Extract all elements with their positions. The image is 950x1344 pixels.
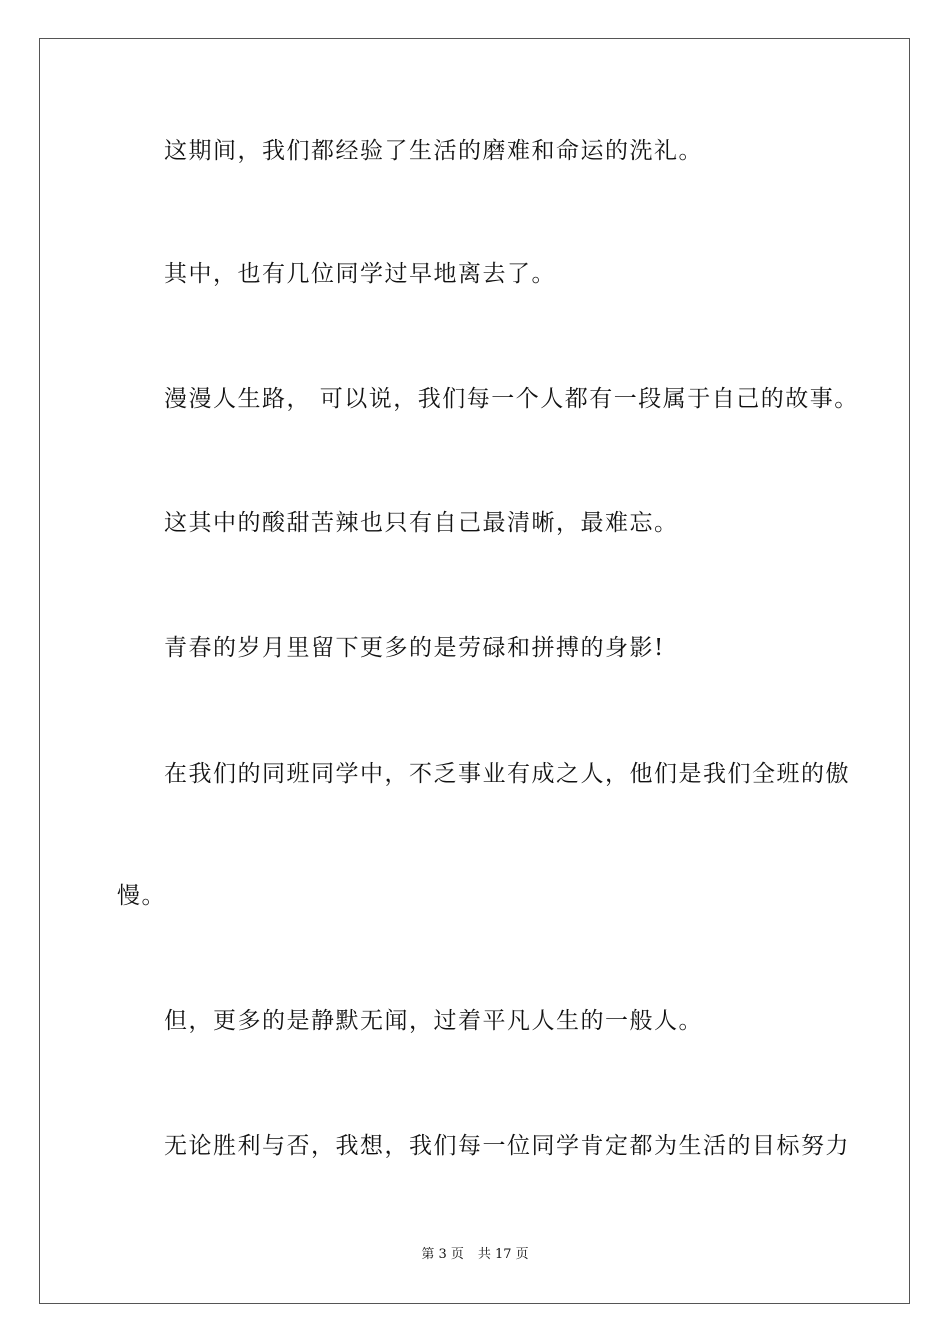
total-pages: 共 17 页 [477,1247,529,1262]
page-border [39,38,910,1304]
paragraph-line: 青春的岁月里留下更多的是劳碌和拼搏的身影! [164,635,665,661]
paragraph-line: 慢。 [117,883,166,909]
paragraph-line: 在我们的同班同学中，不乏事业有成之人，他们是我们全班的傲 [164,761,850,787]
paragraph-line: 其中，也有几位同学过早地离去了。 [164,261,556,287]
paragraph-line: 这期间，我们都经验了生活的磨难和命运的洗礼。 [164,138,703,164]
page-number: 第 3 页 [421,1247,464,1262]
page-footer [0,1247,950,1263]
paragraph-line: 这其中的酸甜苦辣也只有自己最清晰，最难忘。 [164,510,679,536]
paragraph-line: 漫漫人生路， 可以说，我们每一个人都有一段属于自己的故事。 [164,386,859,412]
paragraph-line: 但，更多的是静默无闻，过着平凡人生的一般人。 [164,1008,703,1034]
paragraph-line: 无论胜利与否，我想，我们每一位同学肯定都为生活的目标努力 [164,1133,850,1159]
